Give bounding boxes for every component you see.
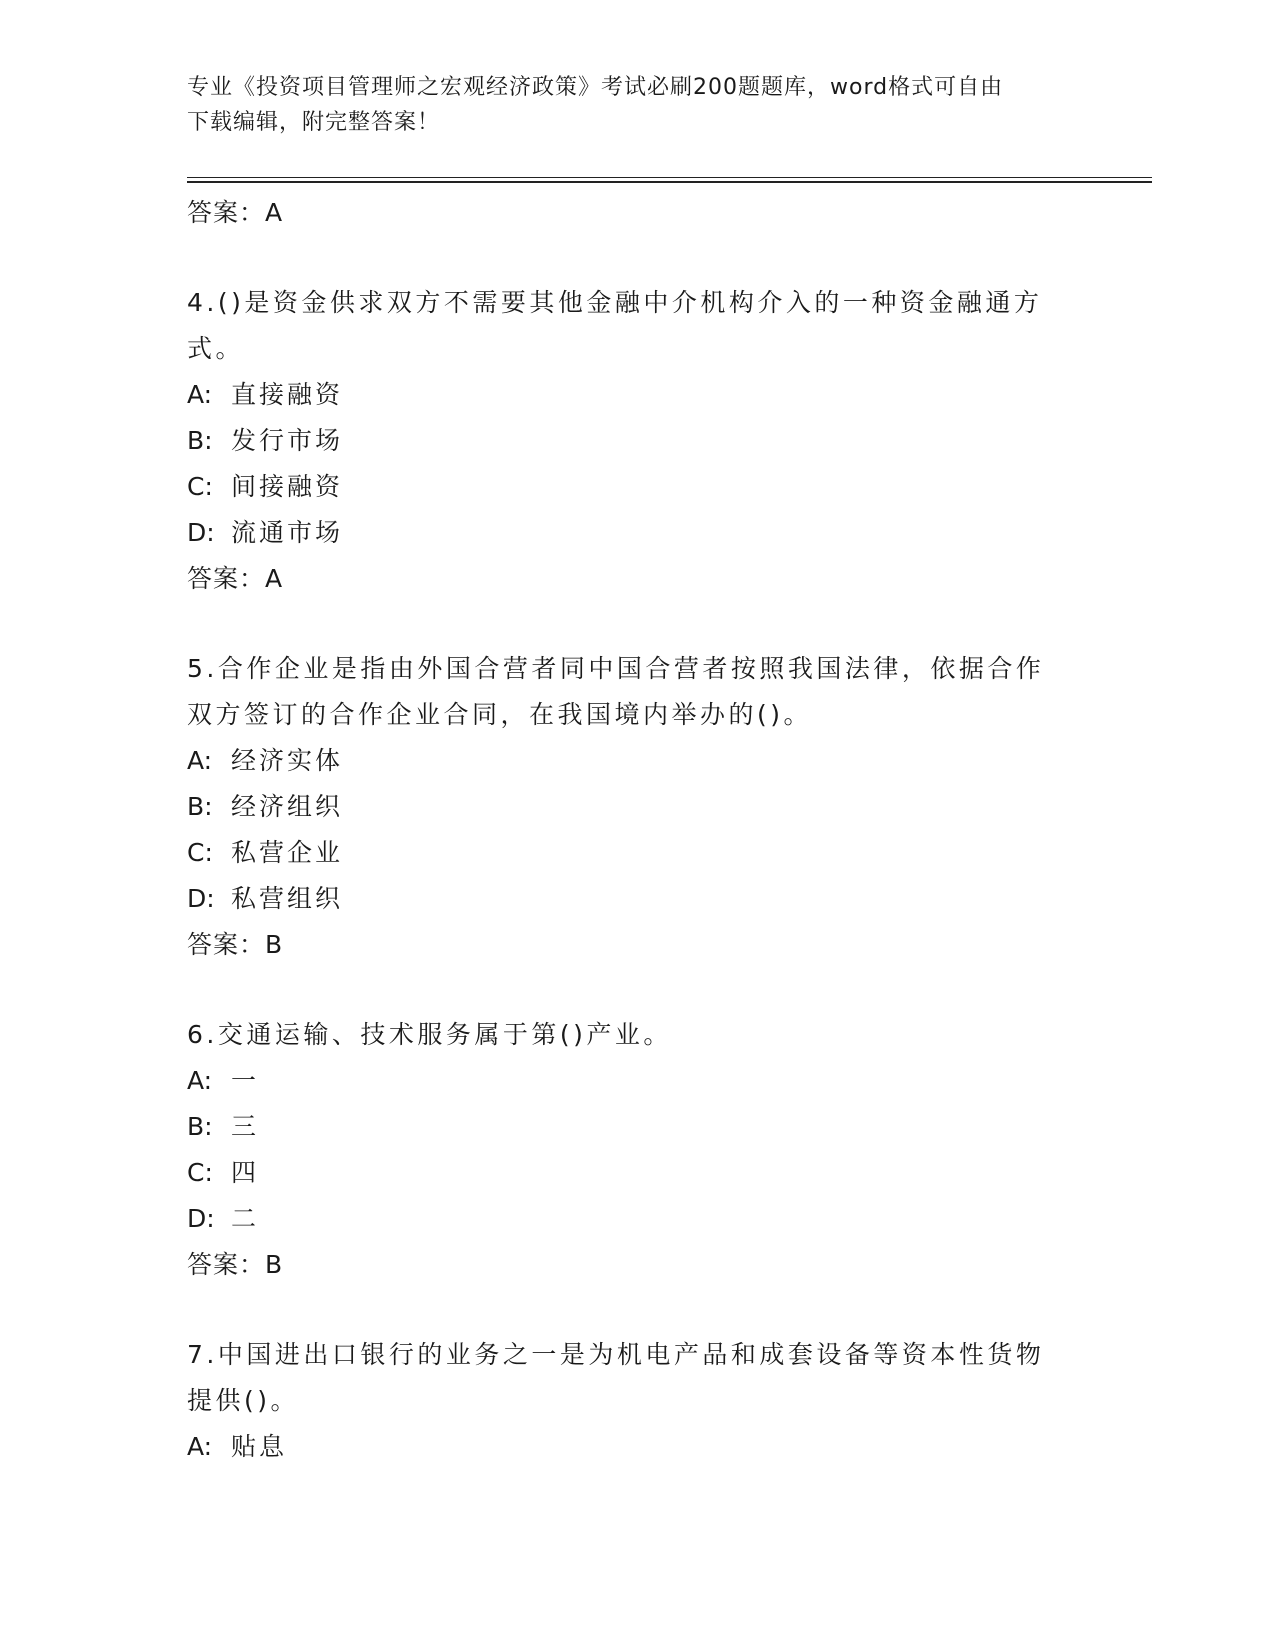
option-d — [187, 1196, 1067, 1242]
option-letter: D: — [187, 884, 215, 913]
header-line-1: 专业《投资项目管理师之宏观经济政策》考试必刷200题题库，word格式可自由 — [187, 75, 1004, 100]
option-text: 私营企业 — [231, 838, 344, 867]
option-text: 一 — [231, 1066, 260, 1095]
question-list — [187, 190, 1067, 1470]
option-text: 二 — [231, 1204, 260, 1233]
option-letter: B: — [187, 1112, 213, 1141]
option-a — [187, 738, 1067, 784]
document-header — [187, 70, 1087, 140]
option-letter: C: — [187, 838, 213, 867]
option-text: 私营组织 — [231, 884, 344, 913]
answer-line: 答案：B — [187, 930, 284, 959]
option-b — [187, 784, 1067, 830]
option-text: 经济实体 — [231, 746, 344, 775]
option-a — [187, 372, 1067, 418]
option-text: 发行市场 — [231, 426, 344, 455]
option-text: 流通市场 — [231, 518, 344, 547]
option-letter: A: — [187, 746, 213, 775]
question-7 — [187, 1332, 1067, 1470]
option-d — [187, 876, 1067, 922]
header-rule-thin — [187, 177, 1152, 178]
option-letter: B: — [187, 792, 213, 821]
option-letter: C: — [187, 472, 213, 501]
option-text: 间接融资 — [231, 472, 344, 501]
option-letter: D: — [187, 1204, 215, 1233]
option-letter: B: — [187, 426, 213, 455]
question-stem: 7.中国进出口银行的业务之一是为机电产品和成套设备等资本性货物提供()。 — [187, 1340, 1045, 1415]
option-a — [187, 1058, 1067, 1104]
option-b — [187, 418, 1067, 464]
option-letter: A: — [187, 1432, 213, 1461]
option-b — [187, 1104, 1067, 1150]
header-rule-thick — [187, 181, 1152, 183]
question-6 — [187, 1012, 1067, 1288]
answer-line: 答案：A — [187, 564, 284, 593]
question-4 — [187, 280, 1067, 602]
option-text: 贴息 — [231, 1432, 288, 1461]
option-d — [187, 510, 1067, 556]
option-letter: D: — [187, 518, 215, 547]
option-c — [187, 1150, 1067, 1196]
option-letter: A: — [187, 1066, 213, 1095]
option-text: 经济组织 — [231, 792, 344, 821]
option-c — [187, 830, 1067, 876]
option-letter: C: — [187, 1158, 213, 1187]
answer-line: 答案：A — [187, 198, 284, 227]
question-stem: 5.合作企业是指由外国合营者同中国合营者按照我国法律，依据合作双方签订的合作企业合同，在我国境内举办的()。 — [187, 654, 1045, 729]
question-5 — [187, 646, 1067, 968]
question-stem: 4.()是资金供求双方不需要其他金融中介机构介入的一种资金融通方式。 — [187, 288, 1043, 363]
option-letter: A: — [187, 380, 213, 409]
option-text: 四 — [231, 1158, 260, 1187]
option-text: 直接融资 — [231, 380, 344, 409]
question-stem: 6.交通运输、技术服务属于第()产业。 — [187, 1020, 672, 1049]
answer-line: 答案：B — [187, 1250, 284, 1279]
option-a — [187, 1424, 1067, 1470]
option-text: 三 — [231, 1112, 260, 1141]
option-c — [187, 464, 1067, 510]
header-line-2: 下载编辑，附完整答案！ — [187, 110, 441, 135]
